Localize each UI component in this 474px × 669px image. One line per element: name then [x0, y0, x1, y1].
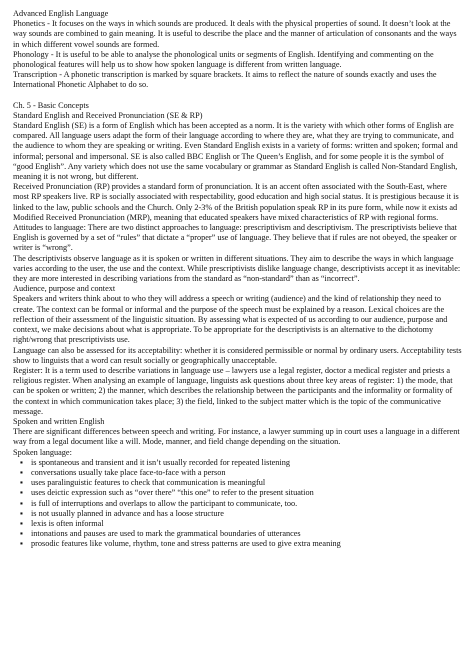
audience-heading: Audience, purpose and context: [13, 284, 116, 294]
register-paragraph: Register: It is a term used to describe variations in language use – lawyers use a legal register, doctor a medical register and priests a religious register. When analysing an example of language, linguists ask questions about three key areas of register: 1) the mode, that can be spoken or written; 2) the manner, which describes the relationship between the participants and the informality or formality of the context in which communication takes place; 3) the field, linked to the subject matter which is the topic of the communicative message.: [13, 365, 453, 416]
spoken-language-label: Spoken language:: [13, 447, 72, 457]
list-item-text: prosodic features like volume, rhythm, tone and stress patterns are used to give extra meaning: [31, 539, 341, 549]
list-item: [13, 519, 464, 529]
list-item: [13, 499, 464, 509]
standard-english-paragraph: Standard English (SE) is a form of English which has been accepted as a norm. It is the variety with which other forms of English are compared. All language users adapt the form of their language according to where they are, what they are trying to communicate, and the audience to whom they are speaking or writing. Even Standard English exists in a variety of forms: written and spoken; formal and informal; personal and impersonal. SE is also called BBC English or The Queen’s English, and for some people it is the symbol of “good English”. Any variety which does not use the same vocabulary or grammar as Standard English is called Non-Standard English, meaning it is not wrong, but different.: [13, 121, 458, 182]
section-spacer: [13, 91, 464, 101]
list-item-text: uses deictic expression such as “over there” “this one” to refer to the present situation: [31, 488, 314, 498]
list-item-text: lexis is often informal: [31, 518, 104, 528]
bullet-marker: ▪: [20, 529, 23, 539]
received-pronunciation-paragraph: Received Pronunciation (RP) provides a standard form of pronunciation. It is an accent often associated with the South-East, where most RP speakers live. RP is socially associated with respectability, good education and high social status. It is prestigious because it is linked to the law, public schools and the Church. Only 2-3% of the British population speak RP in its pure form, while now it exists ad Modified Received Pronunciation (MRP), meaning that educated speakers have mixed characteristics of RP with regional forms.: [13, 182, 459, 222]
list-item-text: is spontaneous and transient and it isn’t usually recorded for repeated listening: [31, 457, 290, 467]
list-item: [13, 488, 464, 498]
acceptability-paragraph: Language can also be assessed for its acceptability: whether it is considered permissible or normal by ordinary users. Acceptability tests show to linguists that a word can result socially or geographically unacceptable.: [13, 345, 462, 365]
list-item: [13, 529, 464, 539]
spoken-written-heading: Spoken and written English: [13, 416, 105, 426]
phonology-paragraph: Phonology - It is useful to be able to analyse the phonological units or segments of English. Identifying and commenting on the phonological features will help us to show how spoken language is different from written language.: [13, 49, 434, 70]
chapter-heading: Ch. 5 - Basic Concepts: [13, 100, 89, 110]
list-item: [13, 458, 464, 468]
bullet-marker: ▪: [20, 457, 23, 467]
bullet-marker: ▪: [20, 508, 23, 518]
spoken-language-list: [13, 458, 464, 550]
list-item-text: is full of interruptions and overlaps to allow the participant to communicate, too.: [31, 498, 298, 508]
list-item: [13, 478, 464, 488]
list-item-text: is not usually planned in advance and has a loose structure: [31, 508, 224, 518]
document-title: Advanced English Language: [13, 9, 109, 18]
phonetics-paragraph: Phonetics - It focuses on the ways in which sounds are produced. It deals with the physical properties of sound. It doesn’t look at the way sounds are combined to gain meaning. It is useful to describe the place and the manner of articulation of consonants and the ways in which different vowel sounds are formed.: [13, 19, 457, 49]
attitudes-paragraph: Attitudes to language: There are two distinct approaches to language: prescriptivism and descriptivism. The prescriptivists believe that English is governed by a set of “rules” that dictate a “proper” use of language. They believe that if rules are not obeyed, the speaker or writer is “wrong”.: [13, 223, 457, 253]
bullet-marker: ▪: [20, 478, 23, 488]
bullet-marker: ▪: [20, 498, 23, 508]
descriptivists-paragraph: The descriptivists observe language as it is spoken or written in different situations. They aim to describe the ways in which language varies according to the user, the use and the context. While prescriptivists dislike language change, descriptivists accept it as inevitable: they are more interested in describing variations from the standard as “non-standard” than as “incorrect”.: [13, 253, 461, 284]
list-item: [13, 509, 464, 519]
bullet-marker: ▪: [20, 488, 23, 498]
spoken-written-paragraph: There are significant differences between speech and writing. For instance, a lawyer summing up in court uses a language in a different way from a legal document like a will. Mode, manner, and field change depending on the situation.: [13, 427, 460, 447]
list-item: [13, 468, 464, 478]
bullet-marker: ▪: [20, 467, 23, 477]
se-rp-heading: Standard English and Received Pronunciation (SE & RP): [13, 110, 203, 120]
bullet-marker: ▪: [20, 539, 23, 549]
list-item-text: conversations usually take place face-to-face with a person: [31, 467, 226, 477]
list-item-text: uses paralinguistic features to check that communication is meaningful: [31, 478, 266, 488]
bullet-marker: ▪: [20, 518, 23, 528]
list-item-text: intonations and pauses are used to mark the grammatical boundaries of utterances: [31, 529, 301, 539]
audience-paragraph: Speakers and writers think about to who they will address a speech or writing (audience) and the kind of relationship they need to create. The context can be formal or informal and the purpose of the speech must be explained by a reason. Lexical choices are the reflection of their assessment of the linguistic situation. By assessing what is expected of us according to our audience, purpose and context, we make decisions about what is appropriate. To be appropriate for the descriptivists is an alternative to the dichotomy right/wrong that prescriptivists use.: [13, 294, 448, 345]
transcription-paragraph: Transcription - A phonetic transcription is marked by square brackets. It aims to reflect the nature of sounds exactly and uses the International Phonetic Alphabet to do so.: [13, 70, 437, 90]
list-item: [13, 539, 464, 549]
